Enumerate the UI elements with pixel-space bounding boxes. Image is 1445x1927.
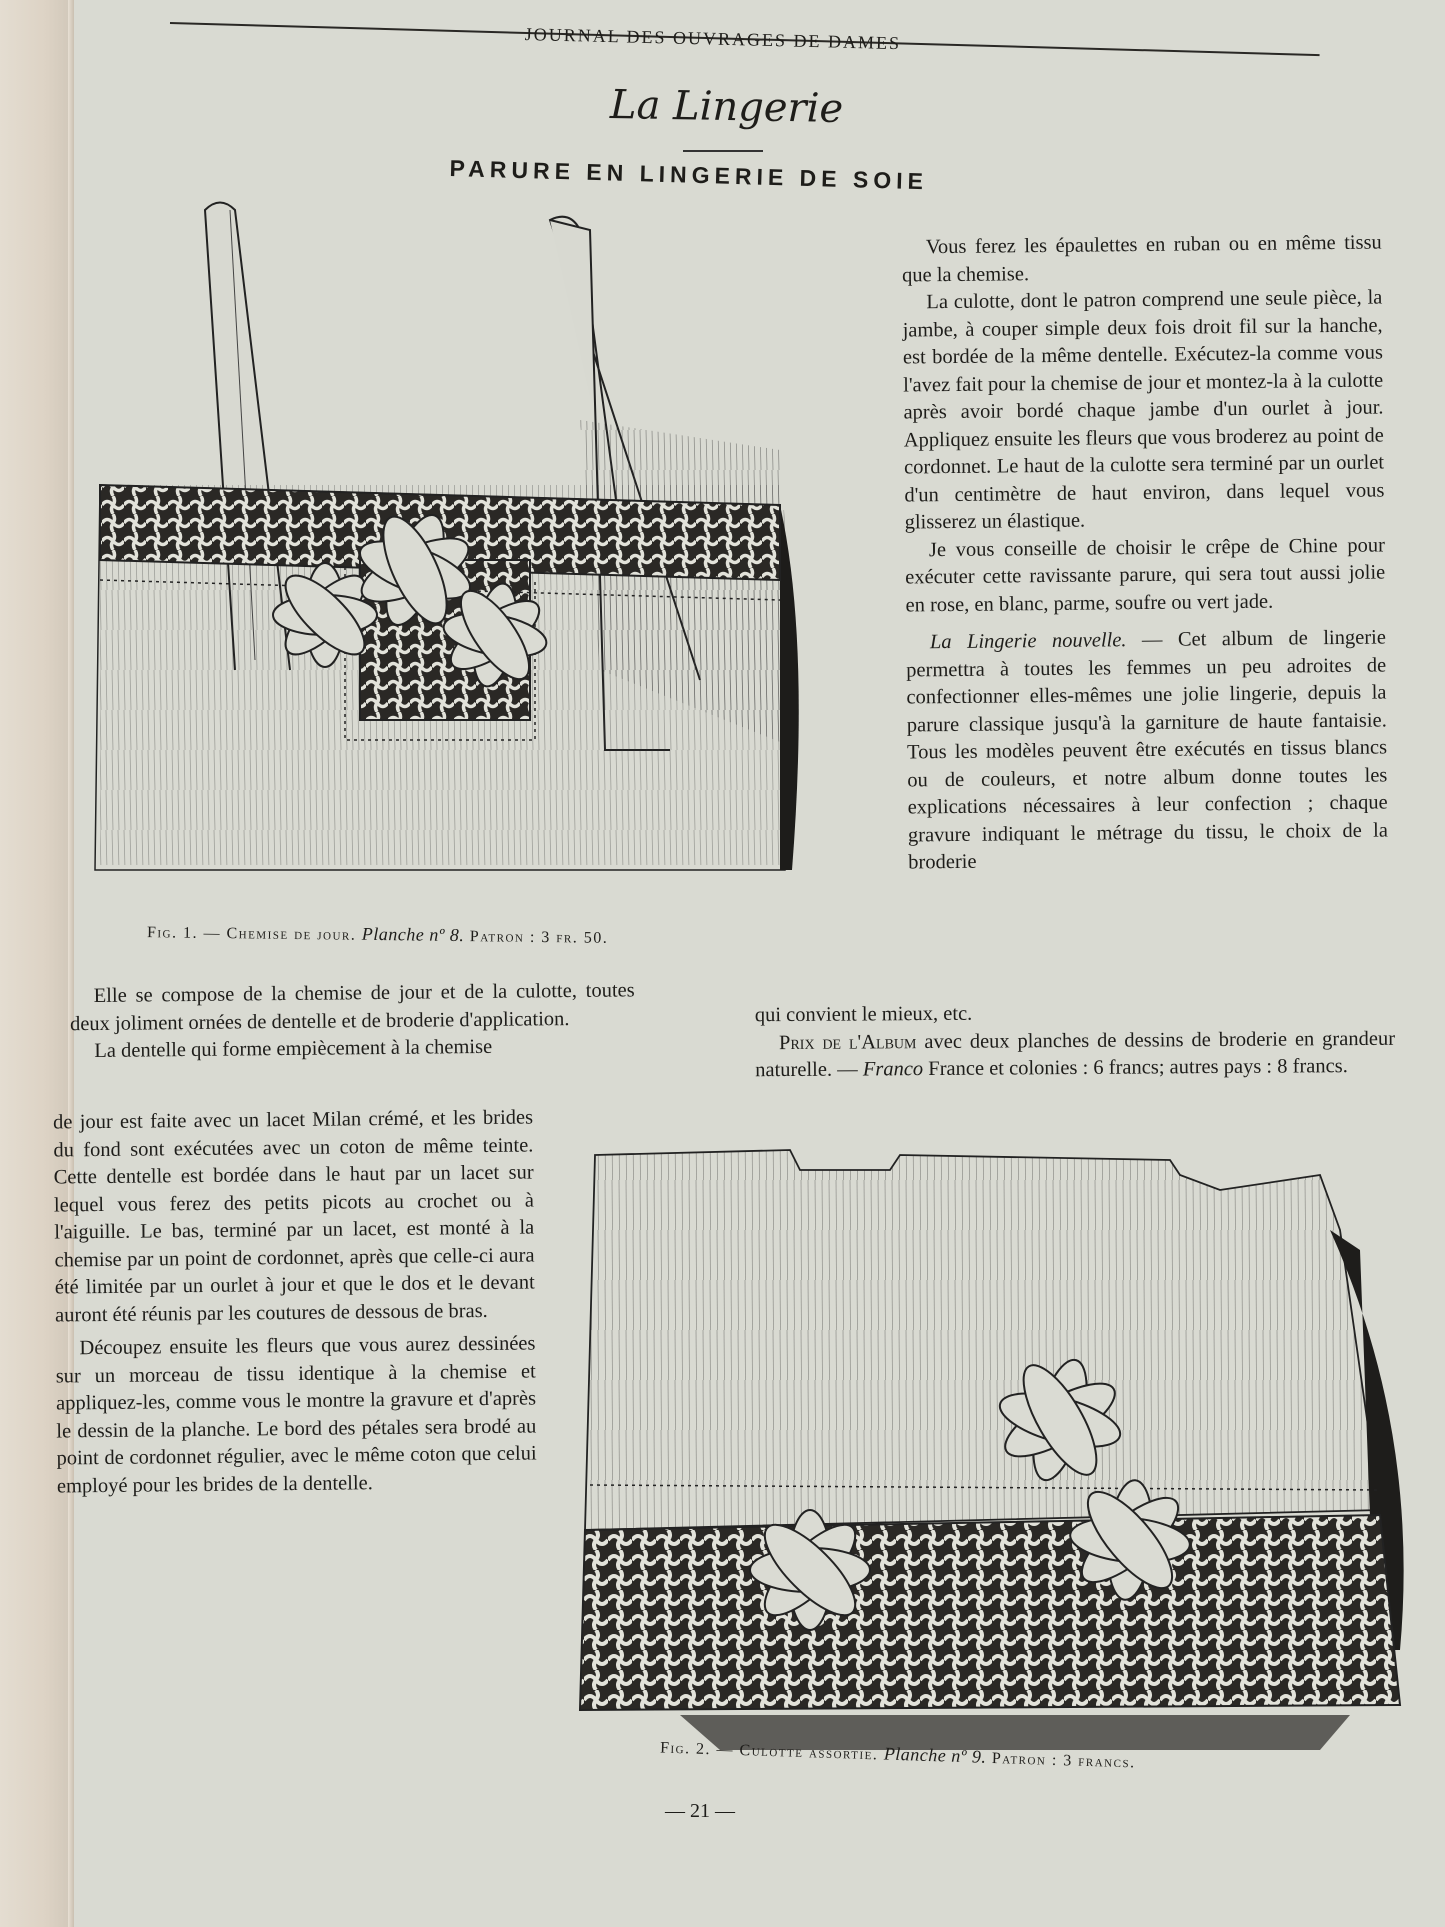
album-paragraph [906,624,1389,877]
running-head: JOURNAL DES OUVRAGES DE DAMES [524,24,902,54]
album-title: La Lingerie nouvelle. [929,629,1127,654]
fig1-patron: Patron : 3 fr. 50. [469,928,609,947]
chemise-drawing-icon [80,190,880,915]
fig1-planche: Planche nº 8. [361,923,465,946]
paragraph: La culotte, dont le patron comprend une seule pièce, la jambe, à couper simple deux fois droit fil sur la hanche, est bordée de la même dentelle. Exécutez-la comme vous l'avez fait pour la chemise de jour et montez-la à la culotte après avoir bordé chaque jambe d'un ourlet à jour. Appliquez ensuite les fleurs que vous broderez au point de cordonnet. Le haut de la culotte sera terminé par un ourlet d'un centimètre de haut environ, dans lequel vous glisserez un élastique. [902,286,1385,534]
right-column-text [902,230,1389,877]
paragraph: Je vous conseille de choisir le crêpe de Chine pour exécuter cette ravissante parure, qui sera tout aussi jolie en rose, en blanc, parme, soufre ou vert jade. [905,533,1386,617]
intro-paragraph: Elle se compose de la chemise de jour et de la culotte, toutes deux joliment ornées de dentelle et de broderie d'application. [69,979,635,1035]
title-divider [683,150,763,152]
right-column-bottom-text [755,998,1396,1085]
fig2-planche: Planche nº 9. [883,1743,987,1767]
paragraph-3: Découpez ensuite les fleurs que vous aurez dessinées sur un morceau de tissu identique à la chemise et appliquez-les, comme vous le montre la gravure et d'après le dessin de la planche. Le bord des pétales sera brodé au point de cordonnet régulier, avec le même coton que celui employé pour les brides de la dentelle. [55,1332,537,1498]
culotte-drawing-icon [560,1130,1420,1750]
album-text-end: qui convient le mieux, etc. [754,1002,973,1027]
price-label: Prix de l'Album [778,1030,917,1054]
paragraph-2-rest: de jour est faite avec un lacet Milan crémé, et les brides du fond sont exécutées avec un coton de même teinte. Cette dentelle est bordée dans le haut par un lacet sur lequel vous ferez des petits picots au crochet ou à l'aiguille. Le bas, terminé par un lacet, est monté à la chemise par un point de cordonnet, après que celle-ci aura été limitée par un ourlet à jour et que le dos et le devant auront été réunis par les coutures de dessous de bras. [52,1106,535,1327]
price-text: avec deux planches de dessins de broderie en grandeur naturelle. — [755,1027,1396,1082]
franco-label: Franco [862,1058,924,1081]
price-paragraph [755,1025,1395,1084]
left-column-text [53,1104,537,1500]
fig1-label: Fig. 1. — [146,924,222,943]
book-spine-edge [0,0,75,1927]
price-text-end: France et colonies : 6 francs; autres pays : 8 francs. [923,1055,1348,1081]
culotte-assortie-illustration [560,1130,1420,1750]
fig2-patron: Patron : 3 francs. [991,1749,1136,1772]
fig2-name: Culotte assortie. [739,1742,879,1764]
album-text: — Cet album de lingerie permettra à toutes les femmes un peu adroites de confectionner elles-mêmes une jolie lingerie, depuis la parure classique jusqu'à la garniture de haute fantaisie. Tous les modèles peuvent être exécutés en tissus blancs ou de couleurs, et notre album donne toutes les explications nécessaires à leur confection ; chaque gravure indiquant le métrage du tissu, le choix de la broderie [906,626,1389,874]
left-column-intro [70,977,696,1066]
article-subtitle: PARURE EN LINGERIE DE SOIE [449,155,929,195]
fig1-name: Chemise de jour. [226,925,357,944]
page-title: La Lingerie [609,81,844,133]
paragraph: Vous ferez les épaulettes en ruban ou en même tissu que la chemise. [901,231,1382,287]
page-number: — 21 — [665,1800,735,1822]
fig2-label: Fig. 2. — [659,1739,735,1759]
chemise-de-jour-illustration [80,190,880,915]
paragraph-2-first-line: La dentelle qui forme empiècement à la chemise [94,1035,493,1063]
